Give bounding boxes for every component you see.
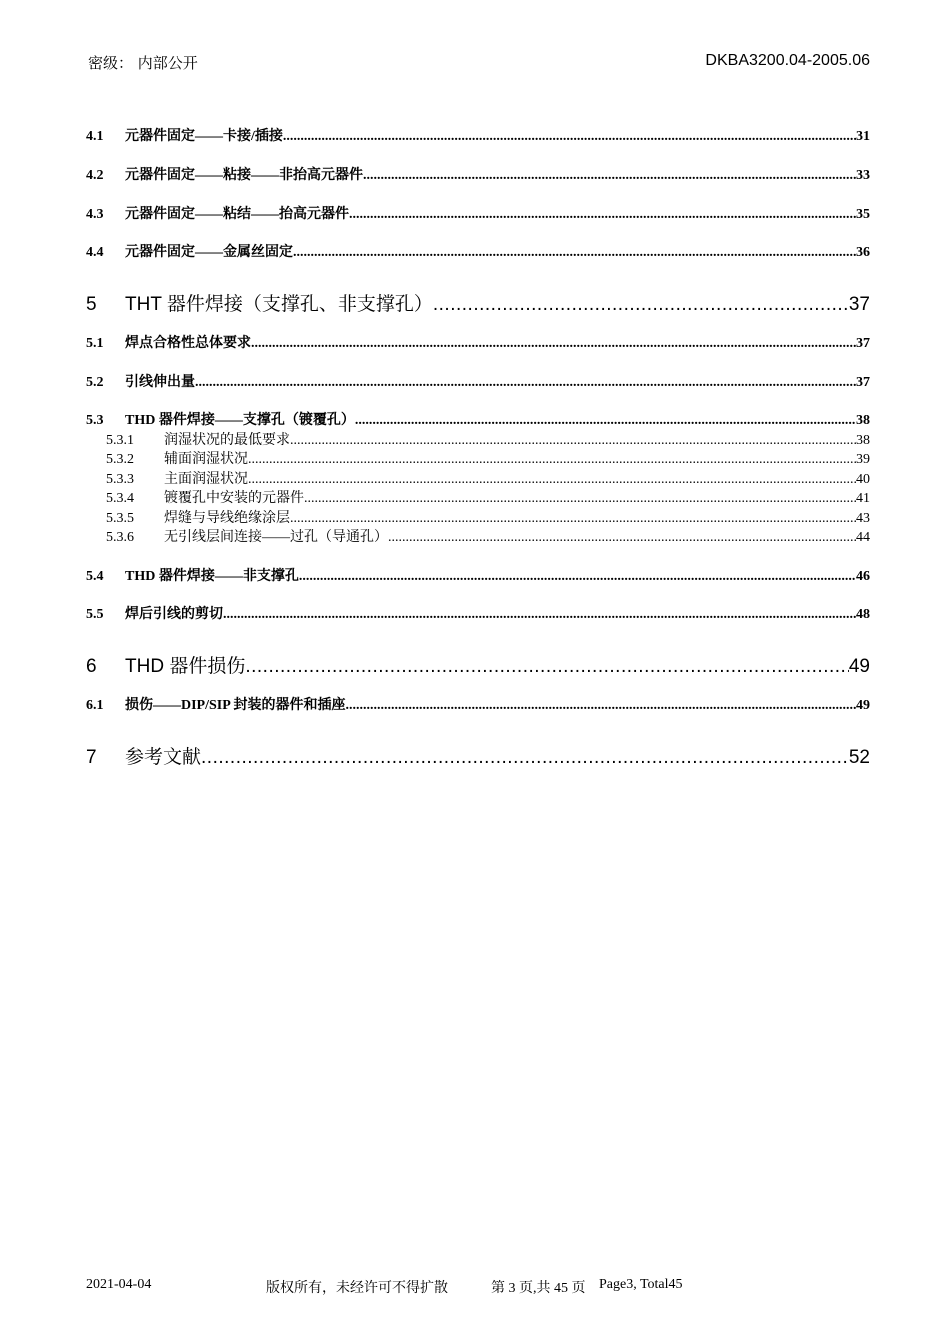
toc-number: 6.1 <box>86 698 104 713</box>
toc-leader <box>388 530 856 546</box>
toc-title: 焊点合格性总体要求 <box>125 336 251 351</box>
toc-title: THD 器件焊接——支撑孔（镀覆孔） <box>125 413 355 428</box>
toc-page: 37 <box>856 375 870 390</box>
toc-entry[interactable] <box>86 742 870 769</box>
toc-number: 7 <box>86 747 97 768</box>
toc-number: 4.3 <box>86 207 104 222</box>
toc-number: 5.3 <box>86 413 104 428</box>
toc-page: 37 <box>848 294 870 315</box>
footer-copyright: 版权所有，未经许可不得扩散 <box>266 1281 448 1296</box>
toc-page: 38 <box>856 413 870 428</box>
toc-entry[interactable] <box>86 651 870 678</box>
toc-leader <box>201 747 849 769</box>
toc-page: 36 <box>856 245 870 260</box>
toc-title: 损伤——DIP/SIP 封装的器件和插座 <box>125 698 346 713</box>
toc-number: 5.3.3 <box>106 472 134 487</box>
toc-page: 49 <box>848 656 870 677</box>
toc-number: 6 <box>86 656 97 677</box>
toc-leader <box>355 413 856 429</box>
toc-entry[interactable] <box>86 409 870 429</box>
toc-number: 5.3.5 <box>106 511 134 526</box>
toc-title: 元器件固定——金属丝固定 <box>125 245 293 260</box>
toc-entry[interactable] <box>86 603 870 623</box>
toc-entry[interactable] <box>86 332 870 352</box>
toc-title: 引线伸出量 <box>125 375 195 390</box>
toc-entry[interactable] <box>86 125 870 145</box>
toc-number: 5.3.6 <box>106 530 134 545</box>
toc-entry[interactable] <box>106 487 870 507</box>
toc-number: 4.2 <box>86 168 104 183</box>
toc-page: 38 <box>856 433 870 448</box>
toc-page: 40 <box>856 472 870 487</box>
toc-entry[interactable] <box>106 468 870 488</box>
toc-leader <box>223 607 856 623</box>
toc-number: 5.3.4 <box>106 491 134 506</box>
toc-entry[interactable] <box>86 241 870 261</box>
toc-leader <box>304 491 856 507</box>
toc-title: 焊缝与导线绝缘涂层 <box>164 511 290 526</box>
toc-leader <box>248 452 856 468</box>
toc-title: 无引线层间连接——过孔（导通孔） <box>164 530 388 545</box>
toc-title: 元器件固定——粘结——抬高元器件 <box>125 207 349 222</box>
toc-number: 5 <box>86 294 97 315</box>
toc-page: 33 <box>856 168 870 183</box>
toc-leader <box>251 336 856 352</box>
toc-entry[interactable] <box>106 526 870 546</box>
toc-entry[interactable] <box>106 429 870 449</box>
toc-entry[interactable] <box>106 448 870 468</box>
toc-page: 35 <box>856 207 870 222</box>
toc-leader <box>293 245 856 261</box>
toc-page: 52 <box>848 747 870 768</box>
toc-entry[interactable] <box>86 164 870 184</box>
toc-entry[interactable] <box>86 694 870 714</box>
toc-leader <box>290 433 856 449</box>
toc-entry[interactable] <box>86 565 870 585</box>
toc-page: 44 <box>856 530 870 545</box>
toc-page: 49 <box>856 698 870 713</box>
footer-page-en: Page3, Total45 <box>599 1277 683 1292</box>
toc-page: 48 <box>856 607 870 622</box>
document-number: DKBA3200.04-2005.06 <box>705 52 870 69</box>
toc-leader <box>433 294 849 316</box>
toc-entry[interactable] <box>86 203 870 223</box>
toc-leader <box>299 569 856 585</box>
footer-page-cn: 第 3 页,共 45 页 <box>491 1281 586 1296</box>
toc-page: 37 <box>856 336 870 351</box>
toc-leader <box>346 698 856 714</box>
toc-title: 润湿状况的最低要求 <box>164 433 290 448</box>
toc-leader <box>363 168 856 184</box>
toc-number: 5.4 <box>86 569 104 584</box>
toc-leader <box>283 129 856 145</box>
toc-leader <box>290 511 856 527</box>
toc-entry[interactable] <box>86 371 870 391</box>
toc-page: 46 <box>856 569 870 584</box>
toc-leader <box>245 656 849 678</box>
toc-entry[interactable] <box>86 289 870 316</box>
toc-page: 39 <box>856 452 870 467</box>
toc-title: 辅面润湿状况 <box>164 452 248 467</box>
toc-title: 元器件固定——卡接/插接 <box>125 129 283 144</box>
toc-leader <box>248 472 856 488</box>
toc-leader <box>349 207 856 223</box>
footer-date: 2021-04-04 <box>86 1277 152 1292</box>
toc-number: 5.3.1 <box>106 433 134 448</box>
toc-entry[interactable] <box>106 507 870 527</box>
toc-page: 41 <box>856 491 870 506</box>
security-level: 密级： 内部公开 <box>88 54 198 72</box>
toc-title: 焊后引线的剪切 <box>125 607 223 622</box>
toc-number: 4.1 <box>86 129 104 144</box>
toc-leader <box>195 375 856 391</box>
toc-title: 镀覆孔中安装的元器件 <box>164 491 304 506</box>
toc-number: 4.4 <box>86 245 104 260</box>
toc-title: 元器件固定——粘接——非抬高元器件 <box>125 168 363 183</box>
toc-title: THT 器件焊接（支撑孔、非支撑孔） <box>125 294 433 315</box>
toc-title: THD 器件焊接——非支撑孔 <box>125 569 299 584</box>
toc-page: 31 <box>856 129 870 144</box>
toc-page: 43 <box>856 511 870 526</box>
toc-number: 5.2 <box>86 375 104 390</box>
toc-number: 5.5 <box>86 607 104 622</box>
toc-title: THD 器件损伤 <box>125 656 246 677</box>
toc-number: 5.3.2 <box>106 452 134 467</box>
toc-title: 参考文献 <box>125 747 202 768</box>
toc-title: 主面润湿状况 <box>164 472 248 487</box>
toc-number: 5.1 <box>86 336 104 351</box>
